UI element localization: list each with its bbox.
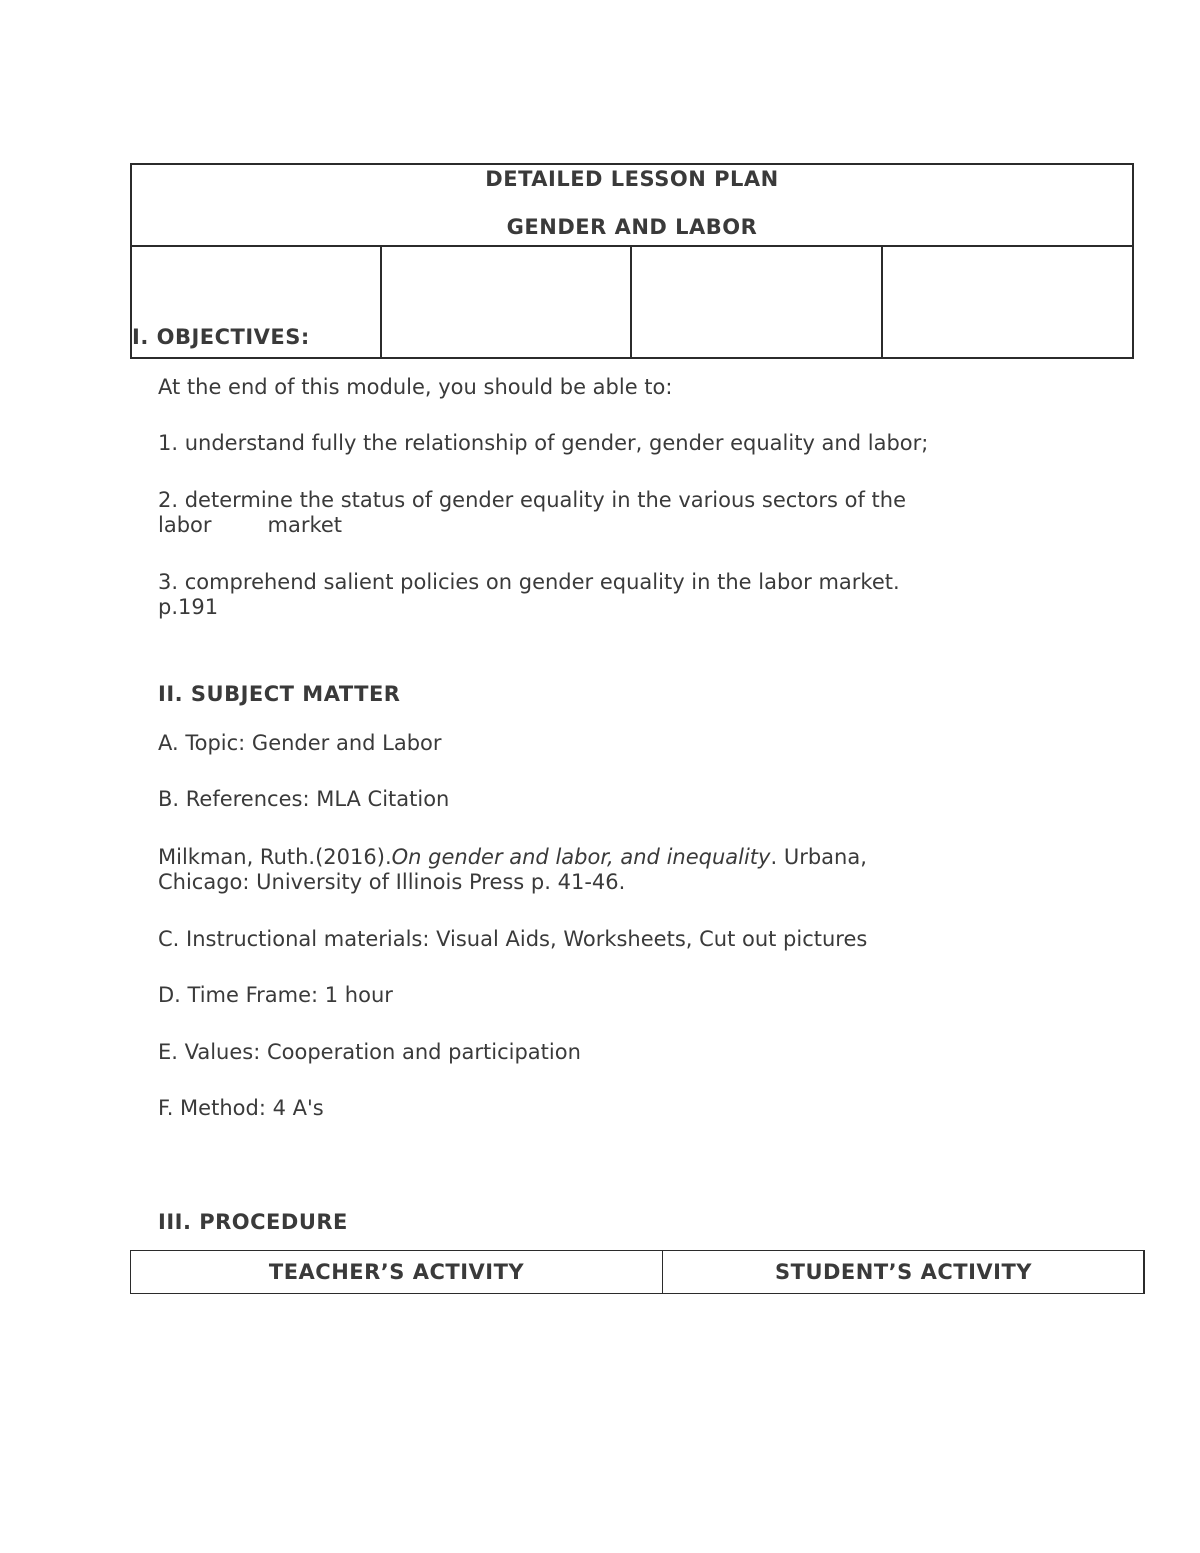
- lesson-plan-header-table: [130, 163, 1134, 359]
- teacher-activity-header: TEACHER’S ACTIVITY: [131, 1251, 663, 1293]
- header-cell-3: [632, 247, 883, 357]
- objective-2-word-labor: labor: [158, 513, 212, 537]
- values-line: E. Values: Cooperation and participation: [158, 1040, 581, 1064]
- document-subtitle: GENDER AND LABOR: [506, 215, 758, 239]
- header-cell-1: [132, 247, 382, 357]
- header-title-row: [132, 165, 1132, 247]
- procedure-table: [130, 1250, 1145, 1294]
- objective-3-line-1: 3. comprehend salient policies on gender equality in the labor market.: [158, 570, 900, 594]
- procedure-heading: III. PROCEDURE: [158, 1210, 348, 1234]
- materials-line: C. Instructional materials: Visual Aids, Worksheets, Cut out pictures: [158, 927, 868, 951]
- objectives-intro: At the end of this module, you should be able to:: [158, 375, 673, 399]
- citation-publisher: . Urbana,: [770, 845, 867, 869]
- header-cell-4: [883, 247, 1132, 357]
- citation-line-2: Chicago: University of Illinois Press p. 41-46.: [158, 870, 626, 894]
- objective-3-line-2: p.191: [158, 595, 219, 619]
- objective-2-line-1: 2. determine the status of gender equality in the various sectors of the: [158, 488, 907, 512]
- objective-2-word-market: market: [267, 513, 343, 537]
- objectives-heading: I. OBJECTIVES:: [132, 325, 310, 349]
- objective-2-line-2: [158, 513, 342, 538]
- header-cell-2: [382, 247, 632, 357]
- subject-matter-heading: II. SUBJECT MATTER: [158, 682, 401, 706]
- citation-line-1: [158, 845, 867, 870]
- time-frame-line: D. Time Frame: 1 hour: [158, 983, 393, 1007]
- method-line: F. Method: 4 A's: [158, 1096, 324, 1120]
- objective-1: 1. understand fully the relationship of gender, gender equality and labor;: [158, 431, 929, 455]
- topic-line: A. Topic: Gender and Labor: [158, 731, 442, 755]
- procedure-table-right-border: [1143, 1250, 1145, 1294]
- references-line: B. References: MLA Citation: [158, 787, 450, 811]
- citation-author: Milkman, Ruth.(2016).: [158, 845, 392, 869]
- citation-title: On gender and labor, and inequality: [391, 845, 771, 869]
- document-title: DETAILED LESSON PLAN: [485, 167, 779, 191]
- student-activity-header: STUDENT’S ACTIVITY: [775, 1260, 1032, 1284]
